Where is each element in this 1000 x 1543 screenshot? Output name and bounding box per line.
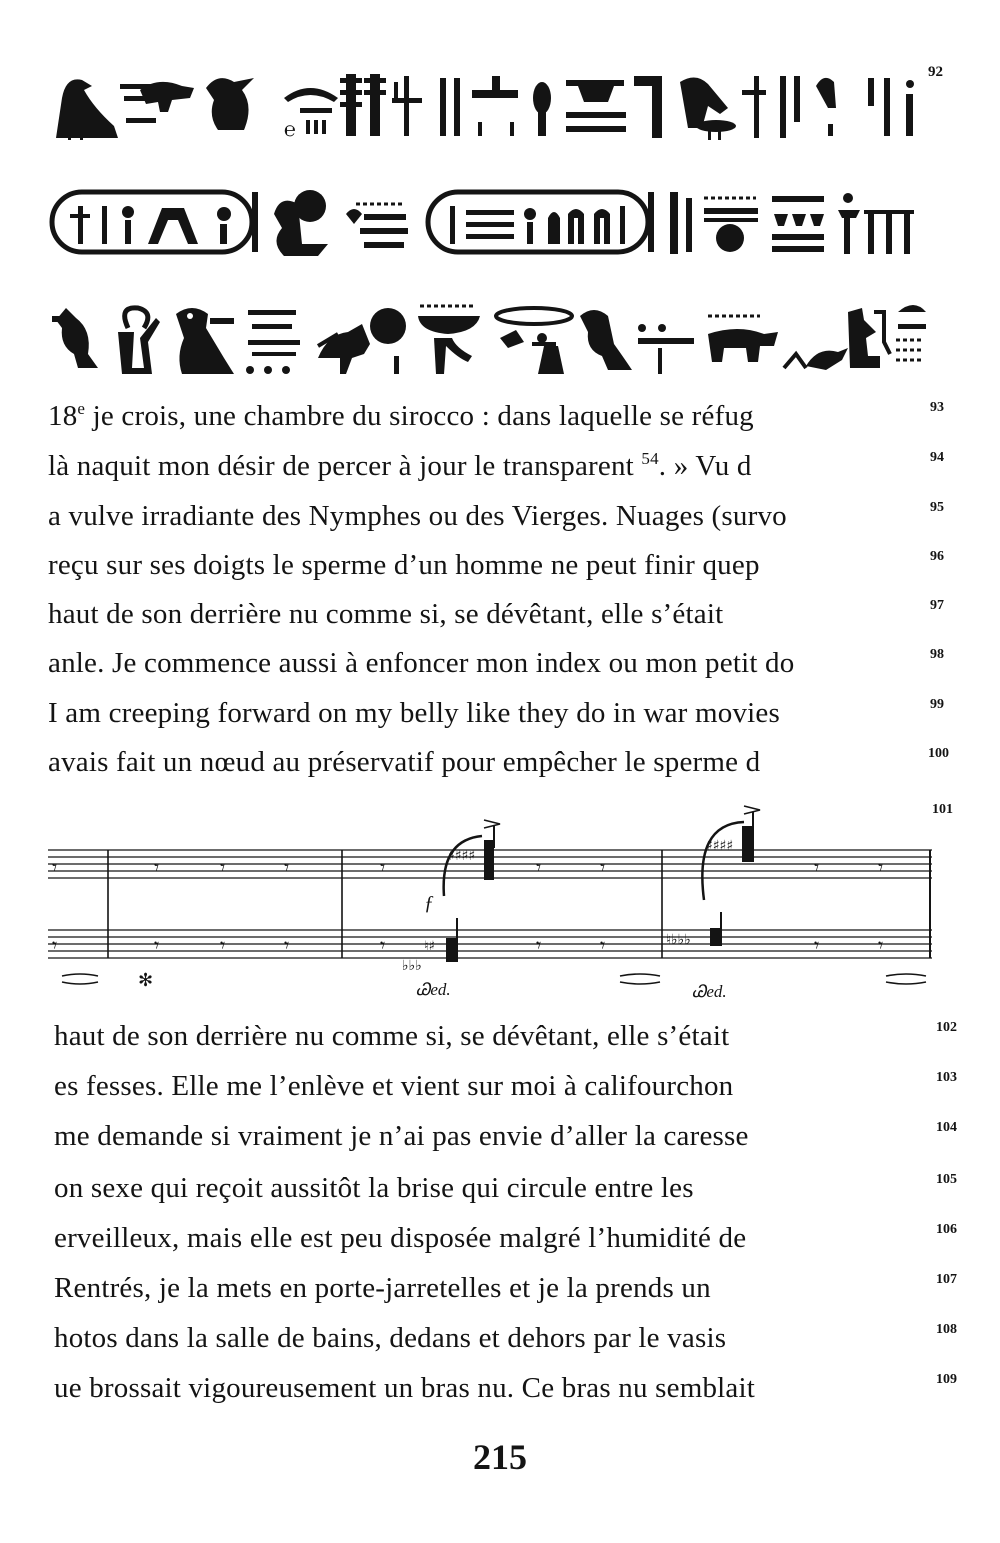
svg-text:℮: ℮ <box>284 117 297 141</box>
svg-text:𝄾: 𝄾 <box>878 933 884 957</box>
line-number-95: 95 <box>930 500 944 515</box>
line-text: reçu sur ses doigts le sperme d’un homme ne peut finir quep <box>48 549 760 581</box>
music-score <box>44 800 954 1010</box>
svg-text:𝄾: 𝄾 <box>814 855 820 879</box>
line-number-92: 92 <box>928 64 943 80</box>
line-number-108: 108 <box>936 1322 957 1337</box>
line-number-94: 94 <box>930 450 944 465</box>
piano-staff-icon <box>44 800 954 1010</box>
svg-text:𝄾: 𝄾 <box>600 855 606 879</box>
svg-text:𝄾: 𝄾 <box>536 933 542 957</box>
line-text: Rentrés, je la mets en porte-jarretelles et je la prends un <box>54 1272 711 1304</box>
line-number-93: 93 <box>930 400 944 415</box>
line-number-96: 96 <box>930 549 944 564</box>
svg-text:𝄾: 𝄾 <box>220 933 226 957</box>
svg-text:𝄾: 𝄾 <box>380 933 386 957</box>
line-number-105: 105 <box>936 1172 957 1187</box>
text-line-106 <box>54 1218 746 1258</box>
line-number-107: 107 <box>936 1272 957 1287</box>
line-text: erveilleux, mais elle est peu disposée malgré l’humidité de <box>54 1222 747 1254</box>
line-text-rest: je crois, une chambre du sirocco : dans laquelle se réfug <box>85 400 754 432</box>
hieroglyph-line-92-icon <box>48 68 928 148</box>
line-number-103: 103 <box>936 1070 957 1085</box>
svg-text:♭♭♭: ♭♭♭ <box>402 958 422 974</box>
text-line-97 <box>48 594 723 634</box>
text-line-105 <box>54 1168 694 1208</box>
footnote-marker: 54 <box>641 449 659 468</box>
pedal-release-mark: ✻ <box>138 970 154 990</box>
svg-text:𝄾: 𝄾 <box>536 855 542 879</box>
text-line-107 <box>54 1268 711 1308</box>
dynamic-marking: ƒ <box>424 892 434 914</box>
text-line-99 <box>48 693 780 733</box>
text-line-102 <box>54 1016 729 1056</box>
text-line-96 <box>48 545 760 585</box>
line-text: me demande si vraiment je n’ai pas envie d’aller la caresse <box>54 1120 749 1152</box>
svg-text:𝄾: 𝄾 <box>154 933 160 957</box>
line-number-99: 99 <box>930 697 944 712</box>
line-text-rest: . » Vu d <box>658 450 752 482</box>
line-text: haut de son derrière nu comme si, se dévêtant, elle s’était <box>48 598 724 630</box>
text-line-94 <box>48 446 752 486</box>
hieroglyph-line-cartouches-icon <box>48 184 928 264</box>
hieroglyph-line-birds-icon <box>48 298 928 378</box>
svg-text:𝄾: 𝄾 <box>284 933 290 957</box>
line-text: es fesses. Elle me l’enlève et vient sur moi à califourchon <box>54 1070 734 1102</box>
line-text: haut de son derrière nu comme si, se dévêtant, elle s’était <box>54 1020 730 1052</box>
line-text: on sexe qui reçoit aussitôt la brise qui circule entre les <box>54 1172 694 1204</box>
pedal-mark-2: Ꮚed. <box>692 982 727 1001</box>
line-text: 18 <box>48 400 78 432</box>
text-line-109 <box>54 1368 755 1408</box>
svg-text:♯♯♯♯: ♯♯♯♯ <box>706 838 734 854</box>
hieroglyph-row-3 <box>48 298 928 378</box>
svg-text:♮♯: ♮♯ <box>424 939 435 954</box>
text-line-104 <box>54 1116 749 1156</box>
hieroglyph-row-2 <box>48 184 928 264</box>
line-text: avais fait un nœud au préservatif pour empêcher le sperme d <box>48 746 761 778</box>
hieroglyph-row-1 <box>48 68 928 148</box>
line-text: ue brossait vigoureusement un bras nu. Ce bras nu semblait <box>54 1372 756 1404</box>
svg-text:𝄾: 𝄾 <box>284 855 290 879</box>
pedal-mark-1: Ꮚed. <box>416 980 451 999</box>
svg-text:𝄾: 𝄾 <box>878 855 884 879</box>
line-text: là naquit mon désir de percer à jour le transparent <box>48 450 642 482</box>
score-line-number: 101 <box>932 802 953 817</box>
line-number-106: 106 <box>936 1222 957 1237</box>
page-number: 215 <box>473 1437 527 1477</box>
svg-text:𝄾: 𝄾 <box>814 933 820 957</box>
line-text: I am creeping forward on my belly like they do in war movies <box>48 697 780 729</box>
line-text: hotos dans la salle de bains, dedans et dehors par le vasis <box>54 1322 727 1354</box>
superscript: e <box>77 399 86 418</box>
line-number-104: 104 <box>936 1120 957 1135</box>
svg-text:♮♭♭♭: ♮♭♭♭ <box>666 932 691 948</box>
line-number-97: 97 <box>930 598 944 613</box>
text-line-103 <box>54 1066 733 1106</box>
svg-text:𝄾: 𝄾 <box>52 933 58 957</box>
text-line-98 <box>48 643 794 683</box>
line-number-98: 98 <box>930 647 944 662</box>
svg-text:♯♯♯♯: ♯♯♯♯ <box>448 848 476 864</box>
text-line-108 <box>54 1318 726 1358</box>
svg-text:𝄾: 𝄾 <box>52 855 58 879</box>
line-number-102: 102 <box>936 1020 957 1035</box>
svg-text:𝄾: 𝄾 <box>600 933 606 957</box>
text-line-93 <box>48 396 754 436</box>
svg-text:𝄾: 𝄾 <box>154 855 160 879</box>
line-number-109: 109 <box>936 1372 957 1387</box>
line-text: anle. Je commence aussi à enfoncer mon index ou mon petit do <box>48 647 795 679</box>
text-line-95 <box>48 496 787 536</box>
svg-text:𝄾: 𝄾 <box>380 855 386 879</box>
line-text: a vulve irradiante des Nymphes ou des Vierges. Nuages (survo <box>48 500 787 532</box>
line-number-100: 100 <box>928 746 949 761</box>
svg-text:𝄾: 𝄾 <box>220 855 226 879</box>
text-line-100 <box>48 742 760 782</box>
